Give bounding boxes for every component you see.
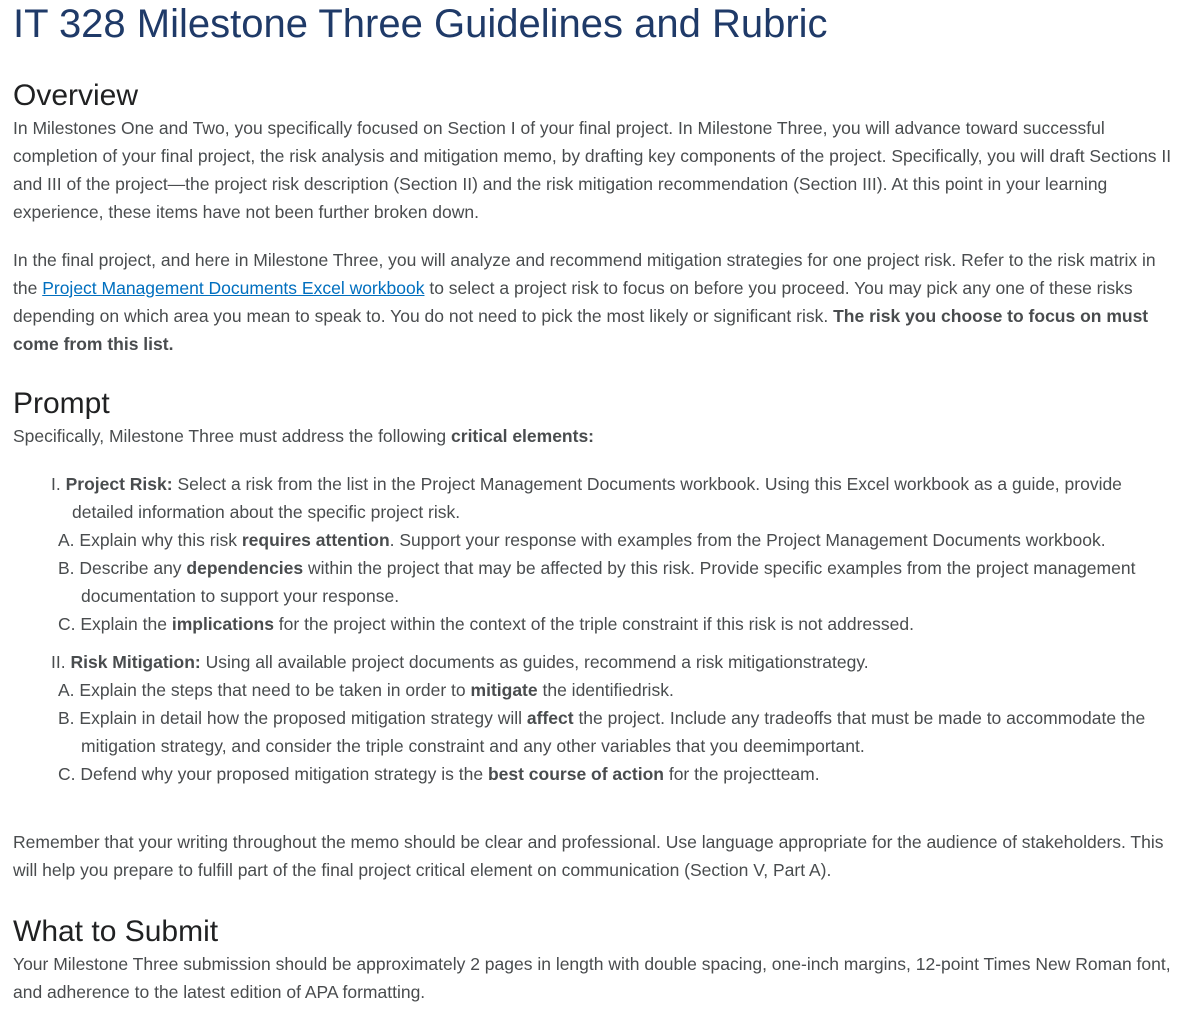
sub-item-c [21,760,1180,788]
prompt-intro-text: Specifically, Milestone Three must address the following [13,426,452,446]
sub-text-post: for the project within the context of the triple constraint if this risk is not addressed. [273,614,914,634]
sub-text-bold: requires attention [241,530,390,550]
page-title: IT 328 Milestone Three Guidelines and Rubric [13,2,828,46]
sub-text-bold: mitigate [470,680,538,700]
submit-paragraph: Your Milestone Three submission should be approximately 2 pages in length with double spacing, one-inch margins, 12-point Times New Roman font, and adherence to the latest edition of APA formatting. [13,954,1171,1002]
sub-text-bold: affect [526,708,574,728]
sub-item-b [21,554,1180,610]
sub-item-a [21,676,1180,704]
sub-text-pre: Describe any [79,558,187,578]
list-numeral: I. [51,474,61,494]
list-item-text: Using all available project documents as guides, recommend a risk mitigationstrategy. [200,652,869,672]
sub-item-c [21,610,1180,638]
overview-p2-bold: The risk you choose to focus on must come from this list. [13,306,1149,354]
sub-text-bold: implications [171,614,274,634]
sub-text-pre: Explain in detail how the proposed mitigation strategy will [79,708,527,728]
list-item-main [42,648,1180,676]
list-item-bold: Risk Mitigation: [70,652,201,672]
overview-section [13,78,1180,358]
sub-text-pre: Explain the [80,614,172,634]
overview-paragraph-1: In Milestones One and Two, you specifically focused on Section I of your final project. In Milestone Three, you will advance toward successful completion of your final project, the risk analysis and mitigation memo, by drafting key components of the project. Specifically, you will draft Sections II and III of the project—the project risk description (Section II) and the risk mitigation recommendation (Section III). At this point in your learning experience, these items have not been further broken down. [13,118,1172,222]
sub-letter: C. [58,764,76,784]
sub-text-post: the identifiedrisk. [537,680,674,700]
sub-letter: A. [58,680,75,700]
sub-text-bold: dependencies [186,558,304,578]
remember-paragraph: Remember that your writing throughout the memo should be clear and professional. Use language appropriate for the audience of stakeholders. This will help you prepare to fulfill part of the final project critical element on communication (Section V, Part A). [13,832,1164,880]
sub-item-a [21,526,1180,554]
critical-elements-list [13,470,1180,788]
sub-item-b [21,704,1180,760]
overview-paragraph-2 [13,246,1180,358]
list-item-main [42,470,1180,526]
prompt-heading: Prompt [13,387,110,420]
overview-p2-text-start: In the final project, and here in Milestone Three, you will analyze and recommend mitigation strategies for one project risk. Refer to the risk matrix in the [13,250,1156,298]
submit-section [13,914,1180,1006]
list-item-bold: Project Risk: [65,474,173,494]
sub-letter: B. [58,558,75,578]
list-numeral: II. [51,652,66,672]
sub-letter: C. [58,614,76,634]
sub-text-pre: Explain why this risk [79,530,242,550]
sub-text-post: within the project that may be affected by this risk. Provide specific examples from the project management documentation to support your response. [81,558,1136,606]
sub-letter: B. [58,708,75,728]
overview-p2-text-end: to select a project risk to focus on before you proceed. You may pick any one of these risks depending on which area you mean to speak to. You do not need to pick the most likely or significant risk. [13,278,1133,326]
workbook-link[interactable]: Project Management Documents Excel workbook [42,278,425,298]
sub-text-post: . Support your response with examples from the Project Management Documents workbook. [389,530,1106,550]
sub-text-pre: Defend why your proposed mitigation strategy is the [80,764,488,784]
list-item-project-risk [21,470,1180,638]
sub-text-bold: best course of action [487,764,664,784]
list-item-risk-mitigation [21,648,1180,788]
list-item-text: Select a risk from the list in the Project Management Documents workbook. Using this Excel workbook as a guide, provide detailed information about the specific project risk. [72,474,1122,522]
overview-heading: Overview [13,79,139,112]
prompt-section [13,386,1180,884]
sub-letter: A. [58,530,75,550]
sub-text-post: for the projectteam. [663,764,820,784]
submit-heading: What to Submit [13,915,219,948]
prompt-intro [13,422,1180,450]
sub-text-pre: Explain the steps that need to be taken in order to [79,680,471,700]
sub-text-post: the project. Include any tradeoffs that must be made to accommodate the mitigation strategy, and consider the triple constraint and any other variables that you deemimportant. [81,708,1146,756]
prompt-intro-bold: critical elements: [451,426,595,446]
